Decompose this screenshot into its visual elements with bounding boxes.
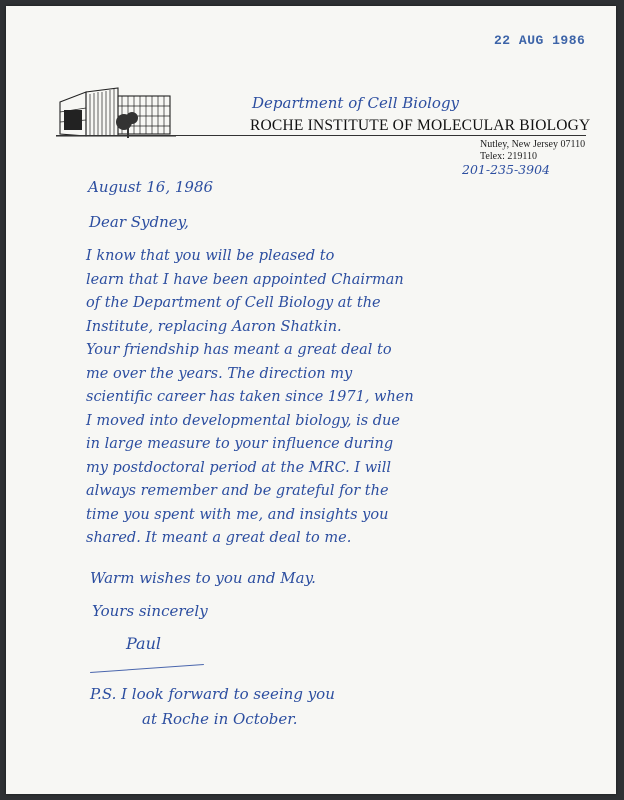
body-line: of the Department of Cell Biology at the <box>86 295 381 311</box>
body-line: Institute, replacing Aaron Shatkin. <box>86 318 342 335</box>
body-line: I know that you will be pleased to <box>86 248 335 264</box>
institute-address: Nutley, New Jersey 07110 <box>480 139 586 150</box>
body-line: Your friendship has meant a great deal to <box>86 342 392 358</box>
body-line: learn that I have been appointed Chairman <box>86 271 404 288</box>
signature: Paul <box>126 634 162 653</box>
phone-handwritten: 201-235-3904 <box>462 162 550 177</box>
body-line: my postdoctoral period at the MRC. I will <box>86 459 392 476</box>
body-line: shared. It meant a great deal to me. <box>86 530 352 546</box>
postscript-line-1: P.S. I look forward to seeing you <box>90 685 335 703</box>
body-line: scientific career has taken since 1971, when <box>86 389 414 405</box>
received-date-stamp: 22 AUG 1986 <box>494 33 586 48</box>
letter-page <box>6 6 616 794</box>
postscript-line-2: at Roche in October. <box>142 710 298 728</box>
letterhead-rule <box>56 135 586 136</box>
letter-date: August 16, 1986 <box>88 178 214 196</box>
body-line: I moved into developmental biology, is due <box>86 412 400 429</box>
body-line: in large measure to your influence during <box>86 436 394 452</box>
institute-name: ROCHE INSTITUTE OF MOLECULAR BIOLOGY <box>250 117 591 134</box>
letter-body <box>86 245 414 551</box>
institute-building-logo <box>56 80 176 142</box>
closing-wish: Warm wishes to you and May. <box>90 569 316 587</box>
signoff: Yours sincerely <box>92 602 208 620</box>
body-line: always remember and be grateful for the <box>86 483 389 499</box>
institute-telex: Telex: 219110 <box>480 151 537 162</box>
department-handwritten: Department of Cell Biology <box>252 94 460 112</box>
salutation: Dear Sydney, <box>89 213 189 231</box>
signature-underline <box>90 664 204 673</box>
body-line: time you spent with me, and insights you <box>86 506 389 523</box>
body-line: me over the years. The direction my <box>86 365 353 382</box>
